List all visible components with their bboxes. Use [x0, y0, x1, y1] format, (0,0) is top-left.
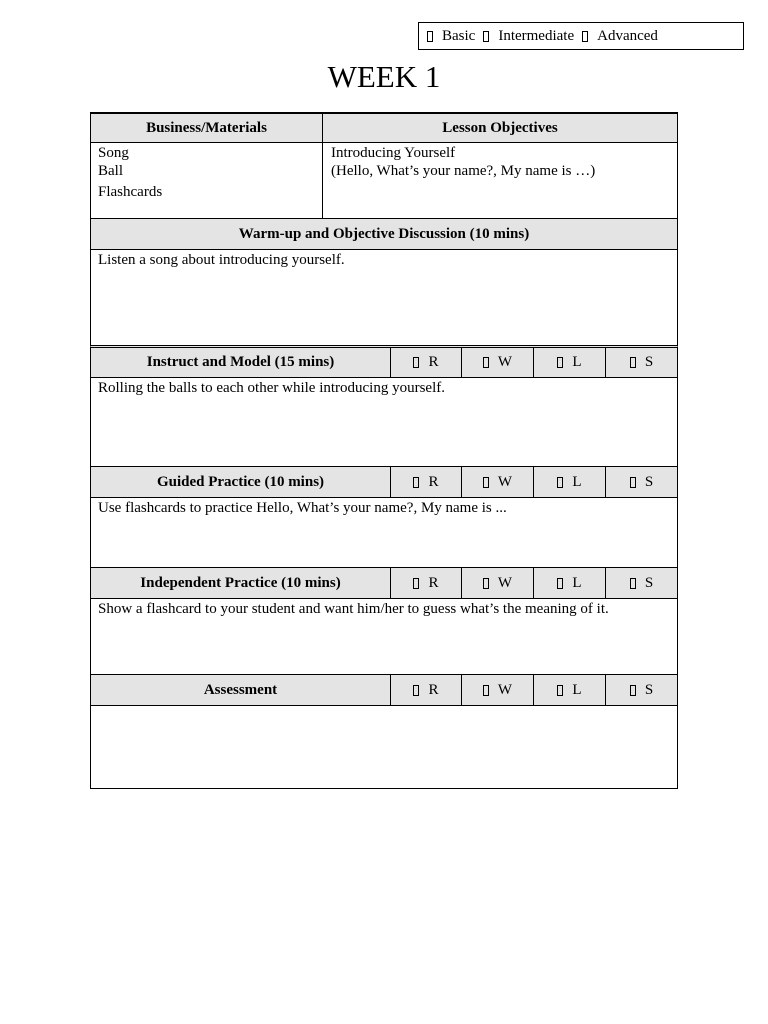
checkbox-icon[interactable] [483, 578, 489, 589]
skill-speaking[interactable] [605, 348, 677, 377]
material-item: Flashcards [98, 184, 163, 200]
skill-listening[interactable] [533, 675, 605, 705]
checkbox-icon[interactable] [557, 357, 563, 368]
material-item: Ball [98, 163, 123, 179]
checkbox-icon[interactable] [630, 477, 636, 488]
checkbox-icon[interactable] [413, 578, 419, 589]
skill-reading[interactable] [390, 568, 461, 598]
checkbox-icon[interactable] [483, 31, 489, 42]
skill-label: R [428, 574, 439, 591]
level-selector [418, 22, 744, 50]
independent-header-row [90, 568, 678, 599]
skill-reading[interactable] [390, 467, 461, 497]
guided-header: Guided Practice (10 mins) [156, 473, 325, 490]
assessment-header: Assessment [203, 681, 278, 698]
objectives-list [322, 143, 677, 218]
skill-reading[interactable] [390, 675, 461, 705]
level-option-basic[interactable] [427, 28, 475, 45]
materials-objectives-row [90, 143, 678, 219]
skill-label: R [428, 681, 439, 698]
level-option-intermediate[interactable] [483, 28, 574, 45]
assessment-header-row [90, 675, 678, 706]
skill-label: L [572, 473, 582, 490]
level-label: Advanced [597, 27, 658, 44]
objective-line: (Hello, What’s your name?, My name is …) [331, 163, 596, 179]
skill-label: W [497, 681, 513, 698]
checkbox-icon[interactable] [630, 357, 636, 368]
checkbox-icon[interactable] [557, 578, 563, 589]
page-title: WEEK 1 [327, 59, 441, 94]
independent-body: Show a flashcard to your student and want him/her to guess what’s the meaning of it. [90, 599, 678, 675]
warmup-body: Listen a song about introducing yourself. [90, 250, 678, 345]
skill-writing[interactable] [461, 467, 533, 497]
checkbox-icon[interactable] [483, 477, 489, 488]
level-label: Intermediate [498, 27, 575, 44]
checkbox-icon[interactable] [630, 578, 636, 589]
skill-writing[interactable] [461, 568, 533, 598]
skill-label: S [644, 354, 654, 370]
skill-label: L [572, 574, 582, 591]
skill-label: R [428, 473, 439, 490]
skill-writing[interactable] [461, 675, 533, 705]
checkbox-icon[interactable] [557, 685, 563, 696]
skill-reading[interactable] [390, 348, 461, 377]
instruct-header: Instruct and Model (15 mins) [146, 354, 335, 370]
skill-listening[interactable] [533, 348, 605, 377]
checkbox-icon[interactable] [483, 357, 489, 368]
skill-listening[interactable] [533, 568, 605, 598]
lesson-plan-table [90, 112, 678, 789]
material-item: Song [98, 145, 129, 161]
skill-label: S [644, 574, 654, 591]
skill-speaking[interactable] [605, 568, 677, 598]
materials-header: Business/Materials [146, 119, 267, 136]
level-option-advanced[interactable] [582, 28, 658, 45]
warmup-header-row [90, 219, 678, 250]
skill-label: S [644, 473, 654, 490]
skill-label: R [428, 354, 439, 370]
skill-label: W [497, 574, 513, 591]
checkbox-icon[interactable] [427, 31, 433, 42]
skill-label: L [572, 354, 582, 370]
skill-writing[interactable] [461, 348, 533, 377]
objective-line: Introducing Yourself [331, 145, 456, 161]
level-label: Basic [442, 27, 476, 44]
materials-list [91, 143, 322, 218]
checkbox-icon[interactable] [630, 685, 636, 696]
instruct-body: Rolling the balls to each other while introducing yourself. [90, 378, 678, 467]
skill-label: L [572, 681, 582, 698]
checkbox-icon[interactable] [582, 31, 588, 42]
warmup-header: Warm-up and Objective Discussion (10 mins) [238, 225, 530, 242]
skill-speaking[interactable] [605, 675, 677, 705]
checkbox-icon[interactable] [483, 685, 489, 696]
materials-objectives-header-row [90, 112, 678, 143]
checkbox-icon[interactable] [413, 477, 419, 488]
skill-label: S [644, 681, 654, 698]
instruct-header-row [90, 345, 678, 378]
checkbox-icon[interactable] [413, 357, 419, 368]
independent-header: Independent Practice (10 mins) [140, 574, 341, 591]
checkbox-icon[interactable] [557, 477, 563, 488]
assessment-body[interactable] [90, 706, 678, 789]
skill-label: W [497, 473, 513, 490]
skill-label: W [497, 354, 513, 370]
skill-listening[interactable] [533, 467, 605, 497]
skill-speaking[interactable] [605, 467, 677, 497]
objectives-header: Lesson Objectives [322, 114, 677, 142]
guided-header-row [90, 467, 678, 498]
checkbox-icon[interactable] [413, 685, 419, 696]
guided-body: Use flashcards to practice Hello, What’s your name?, My name is ... [90, 498, 678, 568]
